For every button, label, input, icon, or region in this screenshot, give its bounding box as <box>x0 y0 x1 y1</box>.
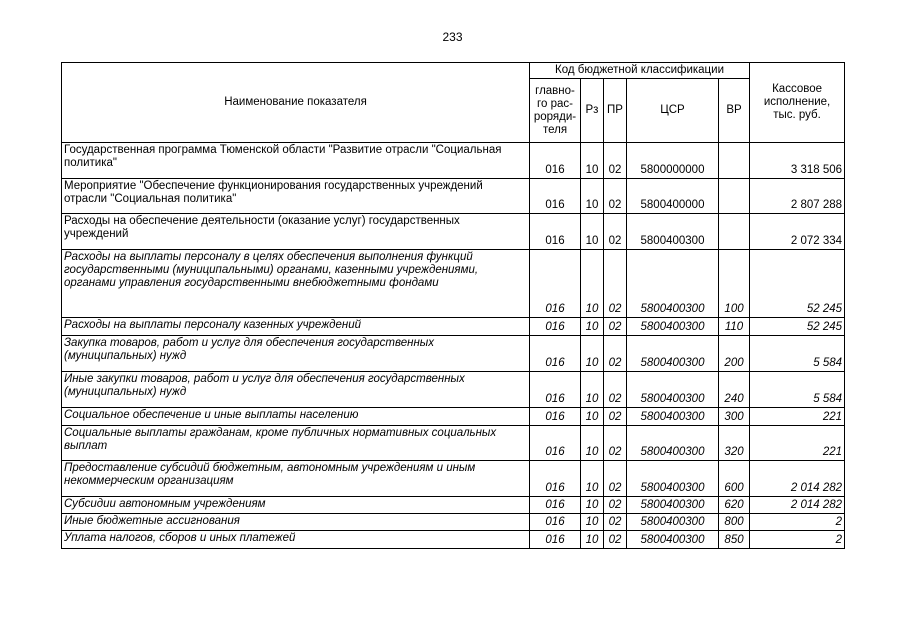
row-rz: 10 <box>581 372 604 408</box>
row-glava: 016 <box>530 461 581 497</box>
row-name: Государственная программа Тюменской области "Развитие отрасли "Социальная политика" <box>62 143 530 179</box>
row-name: Закупка товаров, работ и услуг для обеспечения государственных (муниципальных) нужд <box>62 336 530 372</box>
row-csr: 5800400300 <box>627 336 719 372</box>
row-rz: 10 <box>581 408 604 426</box>
row-vr: 800 <box>719 514 750 531</box>
table-row <box>62 372 845 408</box>
row-csr: 5800400300 <box>627 214 719 250</box>
row-vr: 110 <box>719 318 750 336</box>
row-amount: 3 318 506 <box>750 143 845 179</box>
row-vr: 240 <box>719 372 750 408</box>
row-rz: 10 <box>581 336 604 372</box>
row-csr: 5800400000 <box>627 179 719 214</box>
table-row <box>62 250 845 318</box>
row-amount: 2 014 282 <box>750 497 845 514</box>
table-row <box>62 461 845 497</box>
header-glava: главно- го рас- pоряди- теля <box>530 79 581 143</box>
row-glava: 016 <box>530 143 581 179</box>
row-rz: 10 <box>581 461 604 497</box>
row-rz: 10 <box>581 143 604 179</box>
row-name: Социальные выплаты гражданам, кроме публичных нормативных социальных выплат <box>62 426 530 461</box>
row-rz: 10 <box>581 497 604 514</box>
row-vr: 600 <box>719 461 750 497</box>
header-name: Наименование показателя <box>62 63 530 143</box>
row-name: Иные закупки товаров, работ и услуг для обеспечения государственных (муниципальных) нужд <box>62 372 530 408</box>
row-vr <box>719 214 750 250</box>
page-number: 233 <box>442 30 463 44</box>
row-name: Уплата налогов, сборов и иных платежей <box>62 531 530 549</box>
header-code-group: Код бюджетной классификации <box>530 63 750 79</box>
row-pr: 02 <box>604 372 627 408</box>
row-csr: 5800400300 <box>627 372 719 408</box>
row-name: Иные бюджетные ассигнования <box>62 514 530 531</box>
row-amount: 2 014 282 <box>750 461 845 497</box>
table-row <box>62 408 845 426</box>
row-glava: 016 <box>530 250 581 318</box>
row-glava: 016 <box>530 514 581 531</box>
row-rz: 10 <box>581 426 604 461</box>
row-amount: 5 584 <box>750 336 845 372</box>
row-pr: 02 <box>604 514 627 531</box>
row-csr: 5800400300 <box>627 408 719 426</box>
row-name: Расходы на выплаты персоналу в целях обеспечения выполнения функций государственными (муниципальными) органами, казенными учреждениями, органами управления государственными внебюджетными фондами <box>62 250 530 318</box>
row-glava: 016 <box>530 408 581 426</box>
row-pr: 02 <box>604 461 627 497</box>
table-row <box>62 426 845 461</box>
row-pr: 02 <box>604 336 627 372</box>
row-csr: 5800400300 <box>627 514 719 531</box>
row-csr: 5800000000 <box>627 143 719 179</box>
row-rz: 10 <box>581 514 604 531</box>
row-vr <box>719 179 750 214</box>
row-amount: 2 <box>750 531 845 549</box>
budget-table <box>61 62 845 549</box>
row-glava: 016 <box>530 372 581 408</box>
row-glava: 016 <box>530 214 581 250</box>
row-pr: 02 <box>604 179 627 214</box>
row-name: Расходы на обеспечение деятельности (оказание услуг) государственных учреждений <box>62 214 530 250</box>
row-glava: 016 <box>530 318 581 336</box>
row-rz: 10 <box>581 318 604 336</box>
row-csr: 5800400300 <box>627 318 719 336</box>
row-vr: 100 <box>719 250 750 318</box>
table-row <box>62 143 845 179</box>
row-pr: 02 <box>604 408 627 426</box>
row-pr: 02 <box>604 318 627 336</box>
table-body <box>62 143 845 549</box>
row-csr: 5800400300 <box>627 531 719 549</box>
table-row <box>62 336 845 372</box>
row-pr: 02 <box>604 497 627 514</box>
header-vr: ВР <box>719 79 750 143</box>
row-glava: 016 <box>530 179 581 214</box>
row-vr: 850 <box>719 531 750 549</box>
row-glava: 016 <box>530 336 581 372</box>
row-amount: 5 584 <box>750 372 845 408</box>
row-vr: 300 <box>719 408 750 426</box>
table-row <box>62 318 845 336</box>
table-header <box>62 63 845 143</box>
row-name: Субсидии автономным учреждениям <box>62 497 530 514</box>
row-amount: 52 245 <box>750 250 845 318</box>
header-amount: Кассовое исполнение, тыс. руб. <box>750 63 845 143</box>
table-row <box>62 514 845 531</box>
row-rz: 10 <box>581 531 604 549</box>
row-csr: 5800400300 <box>627 461 719 497</box>
row-glava: 016 <box>530 426 581 461</box>
row-amount: 52 245 <box>750 318 845 336</box>
row-vr: 620 <box>719 497 750 514</box>
row-pr: 02 <box>604 426 627 461</box>
table-row <box>62 214 845 250</box>
table-row <box>62 179 845 214</box>
row-csr: 5800400300 <box>627 250 719 318</box>
row-amount: 2 <box>750 514 845 531</box>
row-amount: 221 <box>750 426 845 461</box>
row-amount: 2 807 288 <box>750 179 845 214</box>
header-rz: Рз <box>581 79 604 143</box>
row-pr: 02 <box>604 250 627 318</box>
table-row <box>62 497 845 514</box>
row-vr: 200 <box>719 336 750 372</box>
row-pr: 02 <box>604 531 627 549</box>
row-glava: 016 <box>530 531 581 549</box>
row-amount: 2 072 334 <box>750 214 845 250</box>
row-pr: 02 <box>604 214 627 250</box>
row-name: Предоставление субсидий бюджетным, автономным учреждениям и иным некоммерческим организациям <box>62 461 530 497</box>
row-vr: 320 <box>719 426 750 461</box>
row-csr: 5800400300 <box>627 426 719 461</box>
header-pr: ПР <box>604 79 627 143</box>
table-row <box>62 531 845 549</box>
row-amount: 221 <box>750 408 845 426</box>
row-name: Расходы на выплаты персоналу казенных учреждений <box>62 318 530 336</box>
row-rz: 10 <box>581 179 604 214</box>
row-glava: 016 <box>530 497 581 514</box>
row-rz: 10 <box>581 214 604 250</box>
row-name: Мероприятие "Обеспечение функционирования государственных учреждений отрасли "Социальная политика" <box>62 179 530 214</box>
row-vr <box>719 143 750 179</box>
row-rz: 10 <box>581 250 604 318</box>
row-pr: 02 <box>604 143 627 179</box>
header-csr: ЦСР <box>627 79 719 143</box>
row-csr: 5800400300 <box>627 497 719 514</box>
row-name: Социальное обеспечение и иные выплаты населению <box>62 408 530 426</box>
